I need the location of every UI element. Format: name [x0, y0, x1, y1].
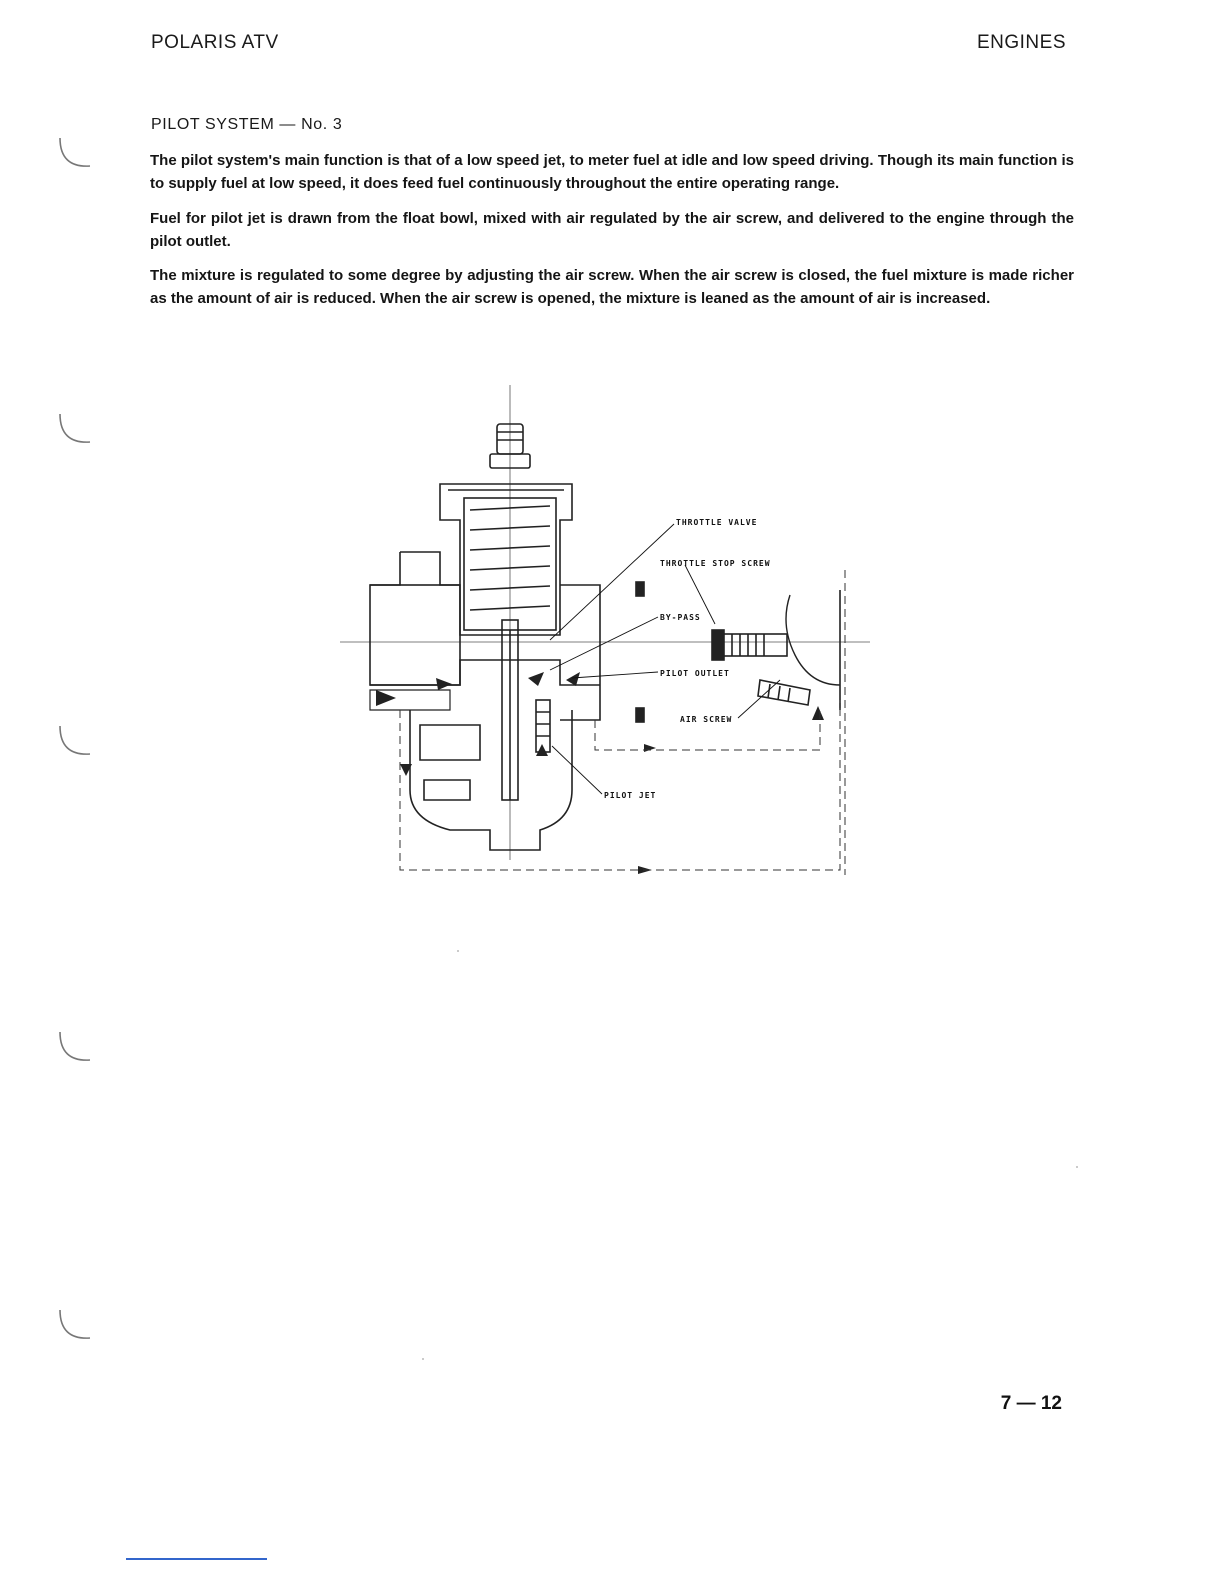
label-pilot-outlet: PILOT OUTLET — [660, 669, 730, 678]
scan-speck — [1076, 1166, 1078, 1168]
footer-rule — [126, 1558, 267, 1560]
label-pilot-jet: PILOT JET — [604, 791, 657, 800]
header-chapter-title: ENGINES — [976, 32, 1066, 53]
section-title: PILOT SYSTEM — No. 3 — [151, 116, 343, 133]
label-by-pass: BY-PASS — [660, 613, 701, 622]
binder-hole-icon — [52, 724, 92, 760]
label-air-screw: AIR SCREW — [680, 715, 733, 724]
header-manual-title: POLARIS ATV — [151, 32, 279, 53]
paragraph-pilot-function: The pilot system's main function is that of a low speed jet, to meter fuel at idle and low speed driving. Though its main function is to supply fuel at low speed, it does feed fuel continuously throughout the entire operating range. — [150, 152, 1074, 192]
paragraph-mixture-regulation: The mixture is regulated to some degree by adjusting the air screw. When the air screw is closed, the fuel mixture is made richer as the amount of air is reduced. When the air screw is opened, the mixture is leaned as the amount of air is increased. — [150, 267, 1074, 307]
binder-hole-icon — [52, 136, 92, 172]
scan-speck — [457, 950, 459, 952]
binder-hole-icon — [52, 1308, 92, 1344]
label-throttle-stop-screw: THROTTLE STOP SCREW — [660, 559, 771, 568]
paragraph-fuel-path: Fuel for pilot jet is drawn from the float bowl, mixed with air regulated by the air screw, and delivered to the engine through the pilot outlet. — [150, 210, 1074, 250]
binder-hole-icon — [52, 1030, 92, 1066]
carburetor-pilot-system-diagram — [340, 380, 880, 880]
label-throttle-valve: THROTTLE VALVE — [676, 518, 758, 527]
page-number: 7 — 12 — [1000, 1393, 1062, 1414]
binder-hole-icon — [52, 412, 92, 448]
scan-speck — [422, 1358, 424, 1360]
